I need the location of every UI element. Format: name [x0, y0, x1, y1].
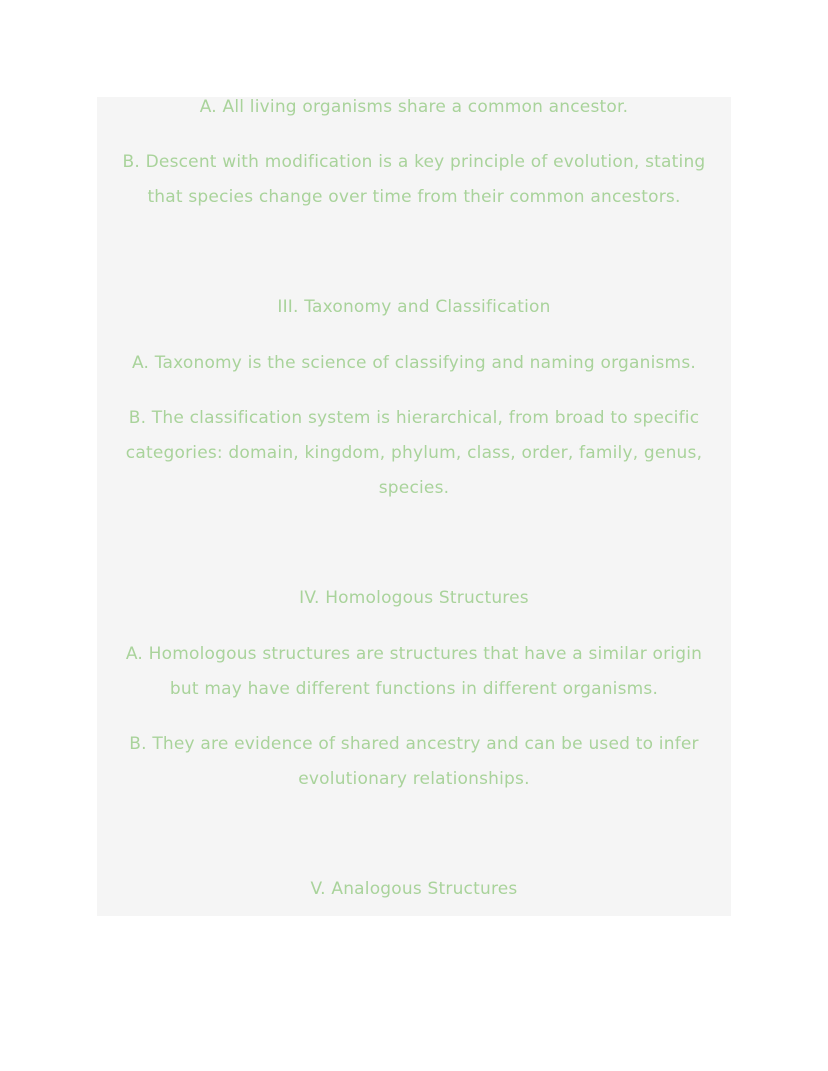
- item-classification-line-1: B. The classification system is hierarchical, from broad to specific: [128, 408, 700, 428]
- document-panel: [97, 97, 731, 916]
- item-evidence-line-1: B. They are evidence of shared ancestry and can be used to infer: [129, 734, 699, 754]
- item-evidence-line-2: evolutionary relationships.: [298, 769, 530, 789]
- section-heading-taxonomy: III. Taxonomy and Classification: [277, 297, 551, 317]
- item-ancestor: A. All living organisms share a common ancestor.: [199, 97, 629, 117]
- item-descent-line-2: that species change over time from their common ancestors.: [147, 187, 681, 207]
- item-classification-line-3: species.: [378, 478, 450, 498]
- section-heading-analogous: V. Analogous Structures: [310, 879, 518, 899]
- section-heading-homologous: IV. Homologous Structures: [299, 588, 529, 608]
- item-homologous-line-2: but may have different functions in different organisms.: [169, 679, 659, 699]
- item-descent-line-1: B. Descent with modification is a key principle of evolution, stating: [122, 152, 706, 172]
- item-taxonomy-definition: A. Taxonomy is the science of classifying and naming organisms.: [132, 353, 696, 373]
- item-homologous-line-1: A. Homologous structures are structures that have a similar origin: [125, 644, 703, 664]
- item-classification-line-2: categories: domain, kingdom, phylum, class, order, family, genus,: [125, 443, 703, 463]
